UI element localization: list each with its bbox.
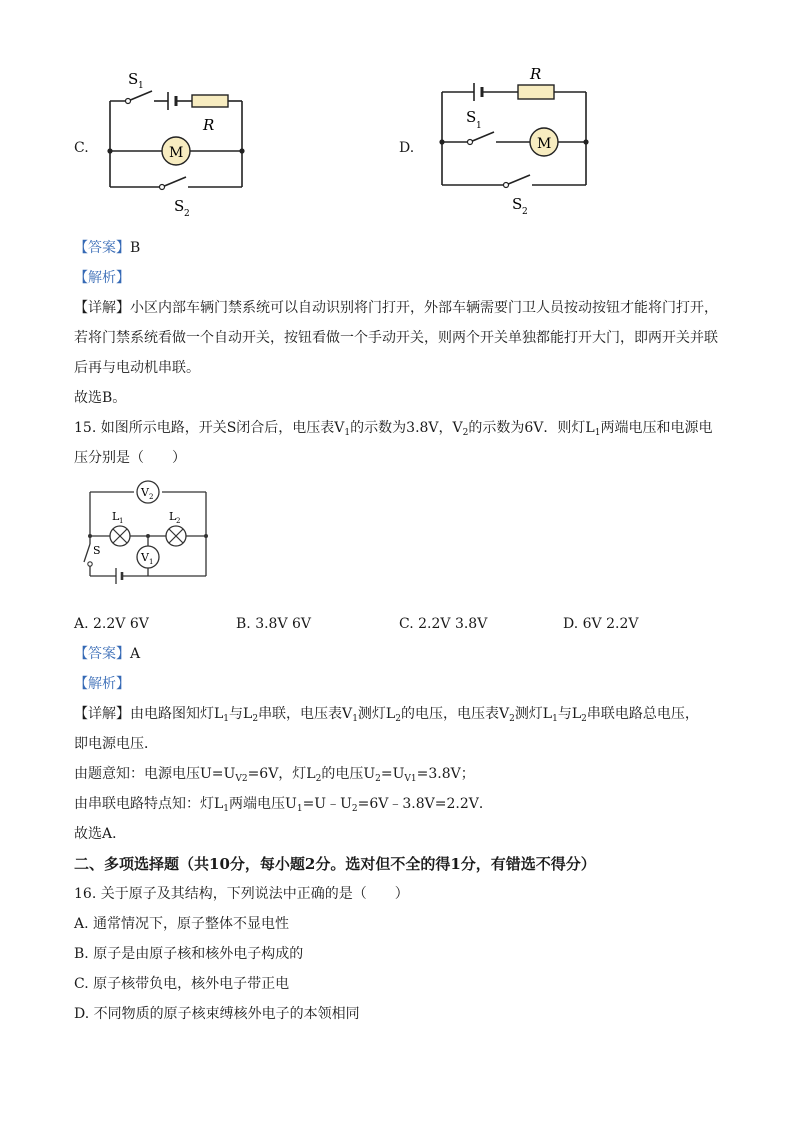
answer-value: A [130,646,141,662]
q15-calculation: 由串联电路特点知：灯$L_1$两端电压$U_1=U﹣U_2=6V﹣3.8V=2.2V$． [74,796,493,814]
q16-option-d[interactable]: D. 不同物质的原子核束缚核外电子的本领相同 [74,1006,360,1022]
label-s1-sub: 1 [476,121,482,131]
option-c-label: C. [74,140,89,156]
resistor-r [518,85,554,99]
label-r: R [203,116,215,134]
detail-tag: 【详解】 [74,706,130,722]
svg-text:1: 1 [149,558,154,566]
q15-option-d[interactable]: D. 6V 2.2V [563,616,639,632]
svg-text:L: L [169,510,177,523]
label-s2-sub: 2 [522,207,528,217]
q15-conclusion: 故选A． [74,826,127,842]
lamp-l1 [110,526,130,546]
label-s2: S [174,197,185,215]
svg-text:S: S [93,544,101,557]
q15-option-a[interactable]: A. 2.2V 6V [74,616,149,632]
q15-analysis-tag: 【解析】 [74,676,130,692]
q16-stem: 16. 关于原子及其结构，下列说法中正确的是（ ） [74,886,409,902]
q14-detail-line-1: 【详解】小区内部车辆门禁系统可以自动识别将门打开，外部车辆需要门卫人员按动按钮才能将门打开， [74,300,718,316]
label-m: M [169,145,184,161]
svg-text:1: 1 [119,517,124,525]
svg-text:2: 2 [176,517,181,525]
q15-stem-line-1: 15. 如图所示电路，开关S闭合后，电压表$V_1$的示数为3.8V，$V_2$的示数为6V．则灯$L_1$两端电压和电源电 [74,420,713,438]
q15-detail-line-2: 即电源电压． [74,736,158,752]
label-s1-sub: 1 [138,81,144,91]
label-m: M [537,136,552,152]
q15-detail-line-1: 【详解】由电路图知灯$L_1$与$L_2$串联，电压表$V_1$测灯$L_2$的电压，电压表$V_2$测灯$L_1$与$L_2$串联电路总电压， [74,706,699,724]
q15-given: 由题意知：电源电压$U=U_{V2}=6V$，灯$L_2$的电压$U_2=U_{V1}=3.8V$； [74,766,475,784]
q14-detail-line-2: 若将门禁系统看做一个自动开关，按钮看做一个手动开关，则两个开关单独都能打开大门，即两开关并联 [74,330,718,346]
circuit-diagram-d [432,62,602,222]
section-heading: 二、多项选择题（共10分，每小题2分。选对但不全的得1分，有错选不得分） [74,855,596,873]
q14-conclusion: 故选B。 [74,390,127,406]
label-r: R [530,65,542,83]
q14-detail-line-3: 后再与电动机串联。 [74,360,200,376]
q16-option-b[interactable]: B. 原子是由原子核和核外电子构成的 [74,946,304,962]
detail-tag: 【详解】 [74,300,130,316]
option-d-label: D. [399,140,415,156]
q15-circuit-diagram [80,478,220,590]
q16-option-a[interactable]: A. 通常情况下，原子整体不显电性 [74,916,290,932]
svg-text:V: V [141,486,149,499]
q15-stem-line-2: 压分别是（ ） [74,450,186,466]
lamp-l2 [166,526,186,546]
answer-tag: 【答案】 [74,646,130,662]
circuit-diagram-c [100,66,260,226]
answer-tag: 【答案】 [74,240,130,256]
resistor-r [192,95,228,107]
q14-answer [74,238,140,258]
label-s2-sub: 2 [184,209,190,219]
label-s2: S [512,195,523,213]
svg-text:V: V [141,551,149,564]
q16-option-c[interactable]: C. 原子核带负电，核外电子带正电 [74,976,290,992]
q14-analysis-tag: 【解析】 [74,270,130,286]
label-s1: S [466,108,477,126]
q15-option-b[interactable]: B. 3.8V 6V [236,616,312,632]
label-s1: S [128,70,139,88]
svg-text:2: 2 [149,493,154,501]
answer-value: B [130,240,141,256]
q15-answer [74,644,140,664]
q15-option-c[interactable]: C. 2.2V 3.8V [399,616,488,632]
svg-text:L: L [112,510,120,523]
